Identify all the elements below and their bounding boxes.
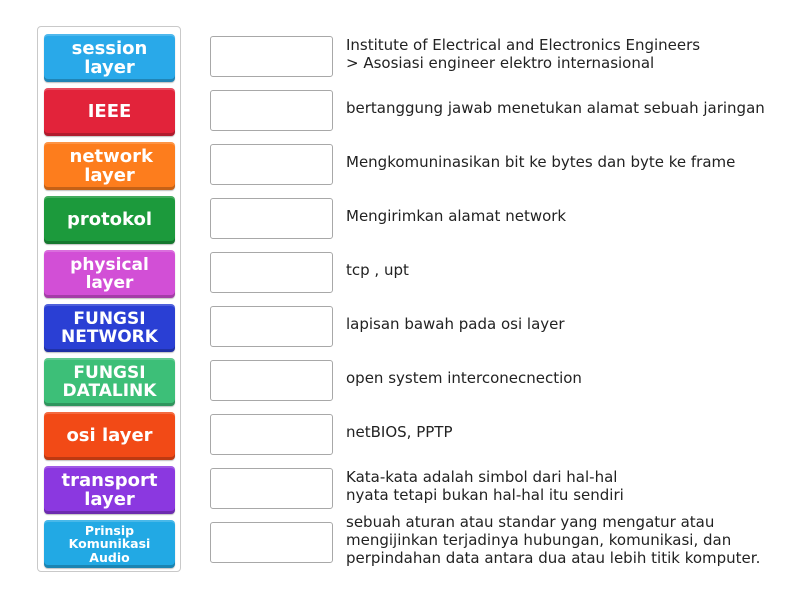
tile-network-layer[interactable] <box>44 142 175 190</box>
tile-label: FUNGSI NETWORK <box>61 308 158 347</box>
description-text: open system interconecnection <box>346 369 582 387</box>
tile-label: IEEE <box>87 101 132 123</box>
tile-prinsip-komunikasi-audio[interactable] <box>44 520 175 568</box>
description-text: Institute of Electrical and Electronics Engineers > Asosiasi engineer elektro internasional <box>346 36 701 72</box>
tile-ieee[interactable] <box>44 88 175 136</box>
drop-slot[interactable] <box>210 414 333 455</box>
tiles-panel <box>37 26 181 572</box>
drop-slot[interactable] <box>210 306 333 347</box>
tile-label: protokol <box>66 209 153 231</box>
tile-fungsi-network[interactable] <box>44 304 175 352</box>
tile-label: transport layer <box>61 469 158 510</box>
description-text: Kata-kata adalah simbol dari hal-hal nyata tetapi bukan hal-hal itu sendiri <box>346 468 624 504</box>
tile-fungsi-datalink[interactable] <box>44 358 175 406</box>
drop-slot[interactable] <box>210 198 333 239</box>
tile-protokol[interactable] <box>44 196 175 244</box>
tile-label: physical layer <box>70 254 149 293</box>
tile-label: session layer <box>71 37 148 78</box>
drop-slot[interactable] <box>210 468 333 509</box>
drop-slot[interactable] <box>210 90 333 131</box>
drop-slot[interactable] <box>210 522 333 563</box>
tile-physical-layer[interactable] <box>44 250 175 298</box>
tile-label: network layer <box>69 145 153 186</box>
drop-slot[interactable] <box>210 252 333 293</box>
tile-osi-layer[interactable] <box>44 412 175 460</box>
description-text: lapisan bawah pada osi layer <box>346 315 565 333</box>
description-text: bertanggung jawab menetukan alamat sebuah jaringan <box>346 99 765 117</box>
tile-label: FUNGSI DATALINK <box>62 362 157 401</box>
tile-session-layer[interactable] <box>44 34 175 82</box>
description-text: sebuah aturan atau standar yang mengatur atau mengijinkan terjadinya hubungan, komunikasi, dan perpindahan data antara dua atau lebih titik komputer. <box>346 513 761 567</box>
description-text: netBIOS, PPTP <box>346 423 453 441</box>
tile-label: osi layer <box>66 425 153 447</box>
tile-transport-layer[interactable] <box>44 466 175 514</box>
drop-slot[interactable] <box>210 144 333 185</box>
description-text: Mengirimkan alamat network <box>346 207 567 225</box>
description-text: Mengkomuninasikan bit ke bytes dan byte ke frame <box>346 153 736 171</box>
drop-slot[interactable] <box>210 36 333 77</box>
drop-slot[interactable] <box>210 360 333 401</box>
tile-label: Prinsip Komunikasi Audio <box>68 522 151 565</box>
description-text: tcp , upt <box>346 261 409 279</box>
